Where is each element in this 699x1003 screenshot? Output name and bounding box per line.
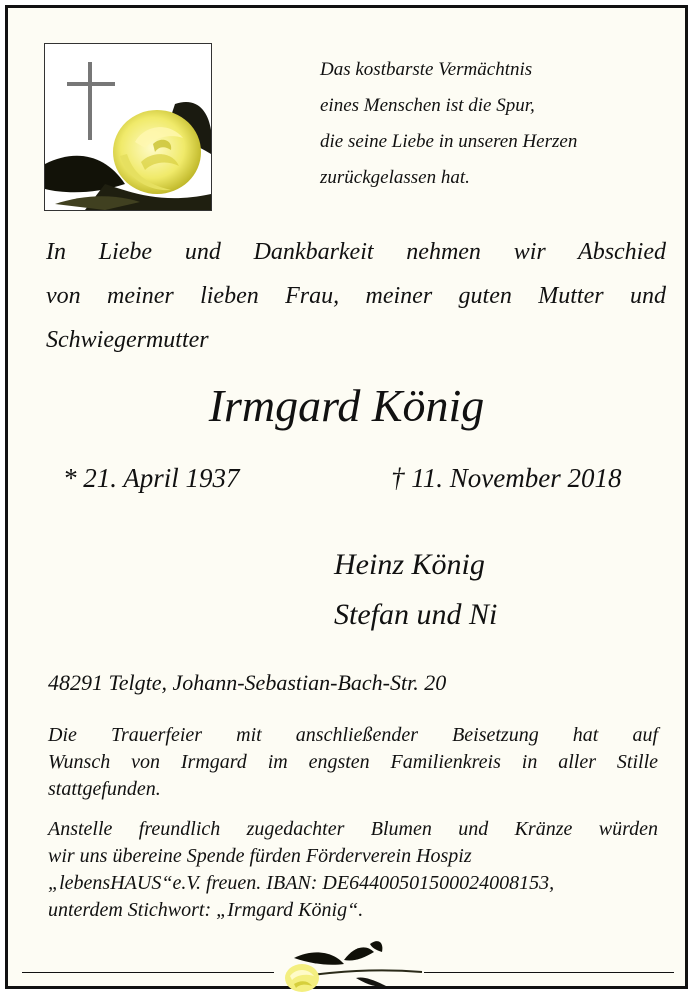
memorial-quote	[320, 52, 680, 196]
intro-line: von meiner lieben Frau, meiner guten Mutter und	[46, 283, 666, 309]
donation-note-line: unterdem Stichwort: „Irmgard König“.	[48, 899, 364, 921]
family-address: 48291 Telgte, Johann-Sebastian-Bach-Str. 20	[48, 670, 447, 695]
quote-line: zurückgelassen hat.	[320, 167, 470, 188]
mourners-list	[334, 540, 497, 640]
cross-and-rose-image	[44, 43, 212, 211]
mourner-name: Stefan und Ni	[334, 598, 498, 631]
funeral-note-line: Wunsch von Irmgard im engsten Familienkreis in aller Stille	[48, 751, 658, 773]
intro-line: Schwiegermutter	[46, 327, 209, 353]
funeral-note-line: stattgefunden.	[48, 778, 161, 800]
funeral-note-line: Die Trauerfeier mit anschließender Beisetzung hat auf	[48, 724, 658, 746]
rose-icon	[45, 44, 211, 210]
quote-line: Das kostbarste Vermächtnis	[320, 59, 533, 80]
death-date: † 11. November 2018	[391, 463, 622, 493]
intro-line: In Liebe und Dankbarkeit nehmen wir Abschied	[46, 239, 666, 265]
funeral-note	[48, 722, 658, 803]
donation-note-line: „lebensHAUS“e.V. freuen. IBAN: DE64400501500024008153,	[48, 872, 555, 894]
donation-note-line: Anstelle freundlich zugedachter Blumen und Kränze würden	[48, 818, 658, 840]
farewell-intro	[46, 230, 666, 362]
donation-note-line: wir uns übereine Spende fürden Förderverein Hospiz	[48, 845, 472, 867]
mourner-name: Heinz König	[334, 548, 485, 581]
obituary-frame	[5, 5, 688, 989]
bottom-rose-decoration	[274, 938, 424, 998]
rose-icon	[274, 938, 424, 998]
deceased-name: Irmgard König	[208, 380, 485, 431]
quote-line: eines Menschen ist die Spur,	[320, 95, 535, 116]
quote-line: die seine Liebe in unseren Herzen	[320, 131, 578, 152]
birth-date: * 21. April 1937	[63, 463, 240, 493]
donation-note	[48, 816, 658, 924]
